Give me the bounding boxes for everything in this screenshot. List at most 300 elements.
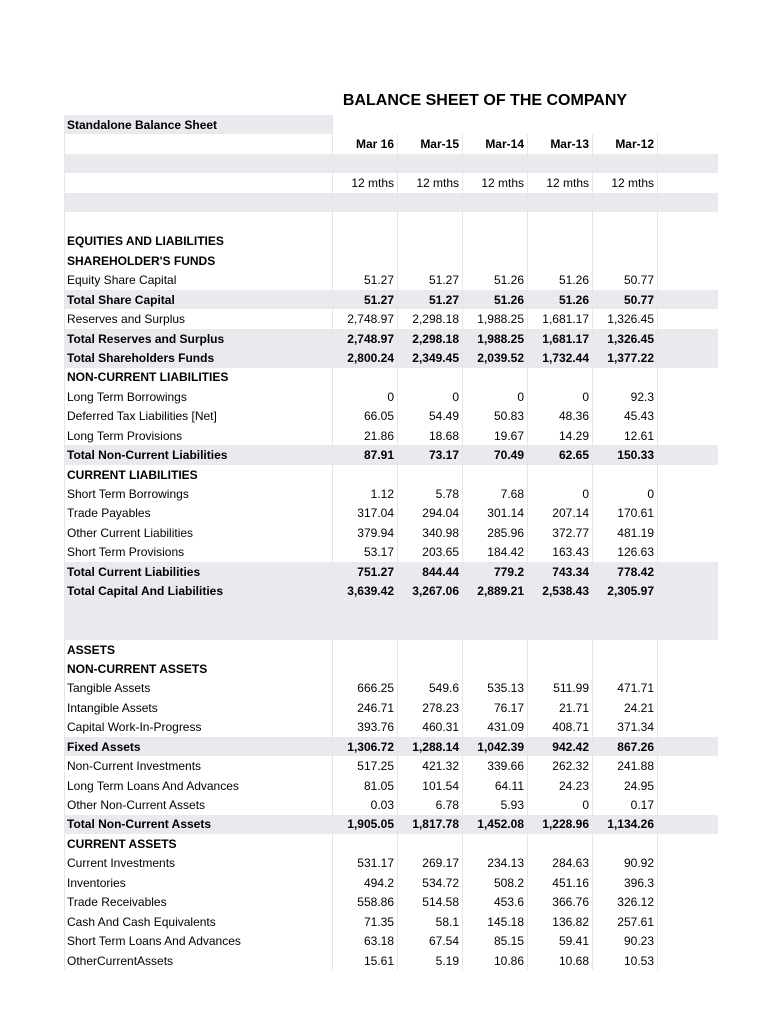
value-cell: 70.49 xyxy=(463,445,528,464)
row-label: Fixed Assets xyxy=(65,737,333,756)
row-label: Cash And Cash Equivalents xyxy=(65,912,333,931)
value-cell: 10.86 xyxy=(463,951,528,970)
value-cell: 534.72 xyxy=(398,873,463,892)
empty-cell xyxy=(463,834,528,853)
empty-cell xyxy=(658,679,719,698)
empty-cell xyxy=(658,893,719,912)
empty-cell xyxy=(528,601,593,620)
value-cell: 2,349.45 xyxy=(398,348,463,367)
value-cell: 67.54 xyxy=(398,931,463,950)
empty-cell xyxy=(593,368,658,387)
column-header: Mar 16 xyxy=(333,134,398,153)
empty-cell xyxy=(398,193,463,212)
value-cell: 1.12 xyxy=(333,484,398,503)
empty-cell xyxy=(65,154,333,173)
value-cell: 246.71 xyxy=(333,698,398,717)
value-cell: 1,988.25 xyxy=(463,309,528,328)
value-cell: 1,134.26 xyxy=(593,815,658,834)
balance-sheet-body xyxy=(65,115,719,970)
period-cell: 12 mths xyxy=(593,173,658,192)
value-cell: 24.95 xyxy=(593,776,658,795)
value-cell: 51.27 xyxy=(398,290,463,309)
total-row xyxy=(65,562,719,581)
section-label: CURRENT LIABILITIES xyxy=(65,465,333,484)
value-cell: 2,800.24 xyxy=(333,348,398,367)
value-cell: 24.21 xyxy=(593,698,658,717)
line-item-row xyxy=(65,795,719,814)
value-cell: 2,889.21 xyxy=(463,582,528,601)
empty-cell xyxy=(398,154,463,173)
value-cell: 5.93 xyxy=(463,795,528,814)
empty-cell xyxy=(333,154,398,173)
value-cell: 867.26 xyxy=(593,737,658,756)
line-item-row xyxy=(65,271,719,290)
value-cell: 0.17 xyxy=(593,795,658,814)
value-cell: 241.88 xyxy=(593,756,658,775)
value-cell: 431.09 xyxy=(463,718,528,737)
value-cell: 0 xyxy=(528,795,593,814)
value-cell: 5.78 xyxy=(398,484,463,503)
empty-cell xyxy=(463,368,528,387)
value-cell: 379.94 xyxy=(333,523,398,542)
empty-cell xyxy=(65,193,333,212)
empty-cell xyxy=(658,445,719,464)
value-cell: 51.26 xyxy=(528,271,593,290)
line-item-row xyxy=(65,407,719,426)
value-cell: 778.42 xyxy=(593,562,658,581)
empty-cell xyxy=(658,931,719,950)
row-label: Capital Work-In-Progress xyxy=(65,718,333,737)
value-cell: 10.53 xyxy=(593,951,658,970)
value-cell: 549.6 xyxy=(398,679,463,698)
value-cell: 471.71 xyxy=(593,679,658,698)
empty-cell xyxy=(658,212,719,231)
value-cell: 481.19 xyxy=(593,523,658,542)
row-label: Tangible Assets xyxy=(65,679,333,698)
empty-cell xyxy=(658,582,719,601)
column-header: Mar-15 xyxy=(398,134,463,153)
empty-cell xyxy=(333,251,398,270)
empty-cell xyxy=(463,640,528,659)
row-label: Long Term Provisions xyxy=(65,426,333,445)
value-cell: 2,039.52 xyxy=(463,348,528,367)
value-cell: 24.23 xyxy=(528,776,593,795)
value-cell: 2,298.18 xyxy=(398,309,463,328)
balance-sheet-table xyxy=(64,115,719,970)
empty-cell xyxy=(658,115,719,134)
empty-cell xyxy=(658,815,719,834)
value-cell: 0 xyxy=(528,484,593,503)
value-cell: 50.77 xyxy=(593,271,658,290)
empty-cell xyxy=(463,465,528,484)
value-cell: 531.17 xyxy=(333,854,398,873)
line-item-row xyxy=(65,543,719,562)
value-cell: 2,298.18 xyxy=(398,329,463,348)
value-cell: 3,267.06 xyxy=(398,582,463,601)
value-cell: 51.26 xyxy=(463,271,528,290)
empty-cell xyxy=(658,368,719,387)
line-item-row xyxy=(65,776,719,795)
value-cell: 494.2 xyxy=(333,873,398,892)
value-cell: 58.1 xyxy=(398,912,463,931)
value-cell: 234.13 xyxy=(463,854,528,873)
value-cell: 535.13 xyxy=(463,679,528,698)
value-cell: 12.61 xyxy=(593,426,658,445)
row-label: Trade Receivables xyxy=(65,893,333,912)
empty-cell xyxy=(658,873,719,892)
row-label: Reserves and Surplus xyxy=(65,309,333,328)
empty-cell xyxy=(658,737,719,756)
empty-cell xyxy=(658,251,719,270)
value-cell: 666.25 xyxy=(333,679,398,698)
period-cell: 12 mths xyxy=(398,173,463,192)
total-row xyxy=(65,737,719,756)
value-cell: 326.12 xyxy=(593,893,658,912)
empty-cell xyxy=(593,115,658,134)
empty-cell xyxy=(463,115,528,134)
empty-cell xyxy=(398,232,463,251)
section-label: EQUITIES AND LIABILITIES xyxy=(65,232,333,251)
empty-cell xyxy=(658,698,719,717)
line-item-row xyxy=(65,873,719,892)
value-cell: 0.03 xyxy=(333,795,398,814)
value-cell: 6.78 xyxy=(398,795,463,814)
value-cell: 1,326.45 xyxy=(593,309,658,328)
value-cell: 10.68 xyxy=(528,951,593,970)
line-item-row xyxy=(65,523,719,542)
value-cell: 73.17 xyxy=(398,445,463,464)
empty-cell xyxy=(658,232,719,251)
value-cell: 92.3 xyxy=(593,387,658,406)
empty-cell xyxy=(658,601,719,620)
value-cell: 1,905.05 xyxy=(333,815,398,834)
empty-cell xyxy=(333,465,398,484)
row-label: Total Capital And Liabilities xyxy=(65,582,333,601)
empty-cell xyxy=(593,251,658,270)
value-cell: 508.2 xyxy=(463,873,528,892)
spacer-row xyxy=(65,620,719,639)
value-cell: 1,042.39 xyxy=(463,737,528,756)
empty-cell xyxy=(658,329,719,348)
empty-cell xyxy=(528,212,593,231)
value-cell: 1,452.08 xyxy=(463,815,528,834)
value-cell: 0 xyxy=(528,387,593,406)
empty-cell xyxy=(658,834,719,853)
empty-cell xyxy=(528,154,593,173)
empty-cell xyxy=(528,640,593,659)
value-cell: 511.99 xyxy=(528,679,593,698)
period-cell: 12 mths xyxy=(333,173,398,192)
value-cell: 942.42 xyxy=(528,737,593,756)
value-cell: 2,538.43 xyxy=(528,582,593,601)
empty-cell xyxy=(593,154,658,173)
empty-cell xyxy=(658,523,719,542)
empty-cell xyxy=(333,368,398,387)
value-cell: 85.15 xyxy=(463,931,528,950)
empty-cell xyxy=(463,193,528,212)
empty-cell xyxy=(658,776,719,795)
value-cell: 844.44 xyxy=(398,562,463,581)
value-cell: 366.76 xyxy=(528,893,593,912)
line-item-row xyxy=(65,504,719,523)
value-cell: 53.17 xyxy=(333,543,398,562)
row-label: Deferred Tax Liabilities [Net] xyxy=(65,407,333,426)
sheet-label-row xyxy=(65,115,719,134)
value-cell: 51.27 xyxy=(398,271,463,290)
row-label: Total Current Liabilities xyxy=(65,562,333,581)
spacer-row xyxy=(65,601,719,620)
empty-cell xyxy=(463,601,528,620)
value-cell: 371.34 xyxy=(593,718,658,737)
value-cell: 262.32 xyxy=(528,756,593,775)
empty-cell xyxy=(528,193,593,212)
period-cell: 12 mths xyxy=(463,173,528,192)
value-cell: 0 xyxy=(593,484,658,503)
total-row xyxy=(65,329,719,348)
value-cell: 278.23 xyxy=(398,698,463,717)
line-item-row xyxy=(65,912,719,931)
value-cell: 393.76 xyxy=(333,718,398,737)
line-item-row xyxy=(65,698,719,717)
value-cell: 14.29 xyxy=(528,426,593,445)
row-label: Equity Share Capital xyxy=(65,271,333,290)
row-label: Other Current Liabilities xyxy=(65,523,333,542)
empty-cell xyxy=(463,154,528,173)
value-cell: 90.23 xyxy=(593,931,658,950)
empty-cell xyxy=(398,115,463,134)
empty-cell xyxy=(658,504,719,523)
line-item-row xyxy=(65,387,719,406)
row-label: Short Term Borrowings xyxy=(65,484,333,503)
value-cell: 71.35 xyxy=(333,912,398,931)
empty-cell xyxy=(658,854,719,873)
empty-cell xyxy=(658,659,719,678)
total-row xyxy=(65,348,719,367)
empty-cell xyxy=(65,173,333,192)
line-item-row xyxy=(65,309,719,328)
empty-cell xyxy=(658,309,719,328)
empty-cell xyxy=(658,154,719,173)
value-cell: 21.71 xyxy=(528,698,593,717)
line-item-row xyxy=(65,854,719,873)
empty-cell xyxy=(593,620,658,639)
value-cell: 48.36 xyxy=(528,407,593,426)
value-cell: 54.49 xyxy=(398,407,463,426)
value-cell: 87.91 xyxy=(333,445,398,464)
page-title: BALANCE SHEET OF THE COMPANY xyxy=(342,92,628,109)
row-label: Total Shareholders Funds xyxy=(65,348,333,367)
empty-cell xyxy=(463,232,528,251)
empty-cell xyxy=(398,465,463,484)
column-header: Mar-13 xyxy=(528,134,593,153)
value-cell: 1,306.72 xyxy=(333,737,398,756)
row-label: Total Non-Current Liabilities xyxy=(65,445,333,464)
row-label: Total Non-Current Assets xyxy=(65,815,333,834)
value-cell: 301.14 xyxy=(463,504,528,523)
spacer-row xyxy=(65,193,719,212)
empty-cell xyxy=(593,659,658,678)
value-cell: 63.18 xyxy=(333,931,398,950)
section-label: CURRENT ASSETS xyxy=(65,834,333,853)
value-cell: 0 xyxy=(398,387,463,406)
empty-cell xyxy=(463,251,528,270)
value-cell: 62.65 xyxy=(528,445,593,464)
empty-cell xyxy=(398,640,463,659)
value-cell: 0 xyxy=(333,387,398,406)
value-cell: 1,817.78 xyxy=(398,815,463,834)
empty-cell xyxy=(528,465,593,484)
row-label: Long Term Loans And Advances xyxy=(65,776,333,795)
spacer-row xyxy=(65,154,719,173)
row-label: Intangible Assets xyxy=(65,698,333,717)
section-label: SHAREHOLDER'S FUNDS xyxy=(65,251,333,270)
section-header-row xyxy=(65,368,719,387)
value-cell: 3,639.42 xyxy=(333,582,398,601)
empty-cell xyxy=(658,640,719,659)
empty-cell xyxy=(463,659,528,678)
sheet-label: Standalone Balance Sheet xyxy=(65,115,333,134)
value-cell: 51.26 xyxy=(463,290,528,309)
empty-cell xyxy=(333,659,398,678)
row-label: Current Investments xyxy=(65,854,333,873)
empty-cell xyxy=(658,348,719,367)
empty-cell xyxy=(658,407,719,426)
line-item-row xyxy=(65,484,719,503)
section-header-row xyxy=(65,251,719,270)
value-cell: 51.27 xyxy=(333,271,398,290)
empty-cell xyxy=(593,465,658,484)
row-label: Trade Payables xyxy=(65,504,333,523)
line-item-row xyxy=(65,679,719,698)
column-header: Mar-12 xyxy=(593,134,658,153)
empty-cell xyxy=(593,834,658,853)
empty-cell xyxy=(658,193,719,212)
line-item-row xyxy=(65,931,719,950)
value-cell: 90.92 xyxy=(593,854,658,873)
value-cell: 203.65 xyxy=(398,543,463,562)
value-cell: 743.34 xyxy=(528,562,593,581)
value-cell: 45.43 xyxy=(593,407,658,426)
value-cell: 1,988.25 xyxy=(463,329,528,348)
empty-cell xyxy=(658,562,719,581)
period-row xyxy=(65,173,719,192)
empty-cell xyxy=(658,718,719,737)
empty-cell xyxy=(658,290,719,309)
row-label: Long Term Borrowings xyxy=(65,387,333,406)
value-cell: 18.68 xyxy=(398,426,463,445)
empty-cell xyxy=(463,620,528,639)
section-header-row xyxy=(65,465,719,484)
row-label: Other Non-Current Assets xyxy=(65,795,333,814)
section-label: ASSETS xyxy=(65,640,333,659)
empty-cell xyxy=(658,484,719,503)
value-cell: 51.26 xyxy=(528,290,593,309)
value-cell: 19.67 xyxy=(463,426,528,445)
value-cell: 514.58 xyxy=(398,893,463,912)
section-header-row xyxy=(65,659,719,678)
value-cell: 163.43 xyxy=(528,543,593,562)
row-label: Total Share Capital xyxy=(65,290,333,309)
row-label xyxy=(65,601,333,620)
value-cell: 50.83 xyxy=(463,407,528,426)
empty-cell xyxy=(333,834,398,853)
value-cell: 269.17 xyxy=(398,854,463,873)
empty-cell xyxy=(333,115,398,134)
empty-cell xyxy=(658,756,719,775)
empty-cell xyxy=(658,543,719,562)
empty-cell xyxy=(658,134,719,153)
value-cell: 1,228.96 xyxy=(528,815,593,834)
value-cell: 339.66 xyxy=(463,756,528,775)
value-cell: 184.42 xyxy=(463,543,528,562)
value-cell: 101.54 xyxy=(398,776,463,795)
empty-cell xyxy=(398,368,463,387)
empty-cell xyxy=(658,387,719,406)
value-cell: 136.82 xyxy=(528,912,593,931)
line-item-row xyxy=(65,893,719,912)
value-cell: 1,681.17 xyxy=(528,329,593,348)
empty-cell xyxy=(398,251,463,270)
value-cell: 81.05 xyxy=(333,776,398,795)
empty-cell xyxy=(593,640,658,659)
value-cell: 0 xyxy=(463,387,528,406)
row-label xyxy=(65,620,333,639)
value-cell: 51.27 xyxy=(333,290,398,309)
row-label: Total Reserves and Surplus xyxy=(65,329,333,348)
value-cell: 2,748.97 xyxy=(333,309,398,328)
line-item-row xyxy=(65,756,719,775)
value-cell: 50.77 xyxy=(593,290,658,309)
value-cell: 2,748.97 xyxy=(333,329,398,348)
empty-cell xyxy=(333,212,398,231)
empty-cell xyxy=(398,212,463,231)
empty-cell xyxy=(593,212,658,231)
value-cell: 66.05 xyxy=(333,407,398,426)
section-header-row xyxy=(65,640,719,659)
value-cell: 150.33 xyxy=(593,445,658,464)
row-label: Non-Current Investments xyxy=(65,756,333,775)
empty-cell xyxy=(528,232,593,251)
empty-cell xyxy=(333,620,398,639)
value-cell: 294.04 xyxy=(398,504,463,523)
empty-cell xyxy=(333,232,398,251)
value-cell: 779.2 xyxy=(463,562,528,581)
empty-cell xyxy=(398,834,463,853)
value-cell: 2,305.97 xyxy=(593,582,658,601)
value-cell: 207.14 xyxy=(528,504,593,523)
empty-cell xyxy=(658,795,719,814)
empty-cell xyxy=(658,173,719,192)
value-cell: 76.17 xyxy=(463,698,528,717)
value-cell: 21.86 xyxy=(333,426,398,445)
empty-cell xyxy=(658,271,719,290)
empty-cell xyxy=(398,659,463,678)
empty-cell xyxy=(658,426,719,445)
empty-cell xyxy=(463,212,528,231)
value-cell: 421.32 xyxy=(398,756,463,775)
total-row xyxy=(65,815,719,834)
section-label: NON-CURRENT LIABILITIES xyxy=(65,368,333,387)
empty-cell xyxy=(398,601,463,620)
value-cell: 64.11 xyxy=(463,776,528,795)
empty-cell xyxy=(593,601,658,620)
line-item-row xyxy=(65,426,719,445)
row-label: OtherCurrentAssets xyxy=(65,951,333,970)
section-label: NON-CURRENT ASSETS xyxy=(65,659,333,678)
empty-cell xyxy=(333,601,398,620)
value-cell: 396.3 xyxy=(593,873,658,892)
empty-cell xyxy=(658,912,719,931)
